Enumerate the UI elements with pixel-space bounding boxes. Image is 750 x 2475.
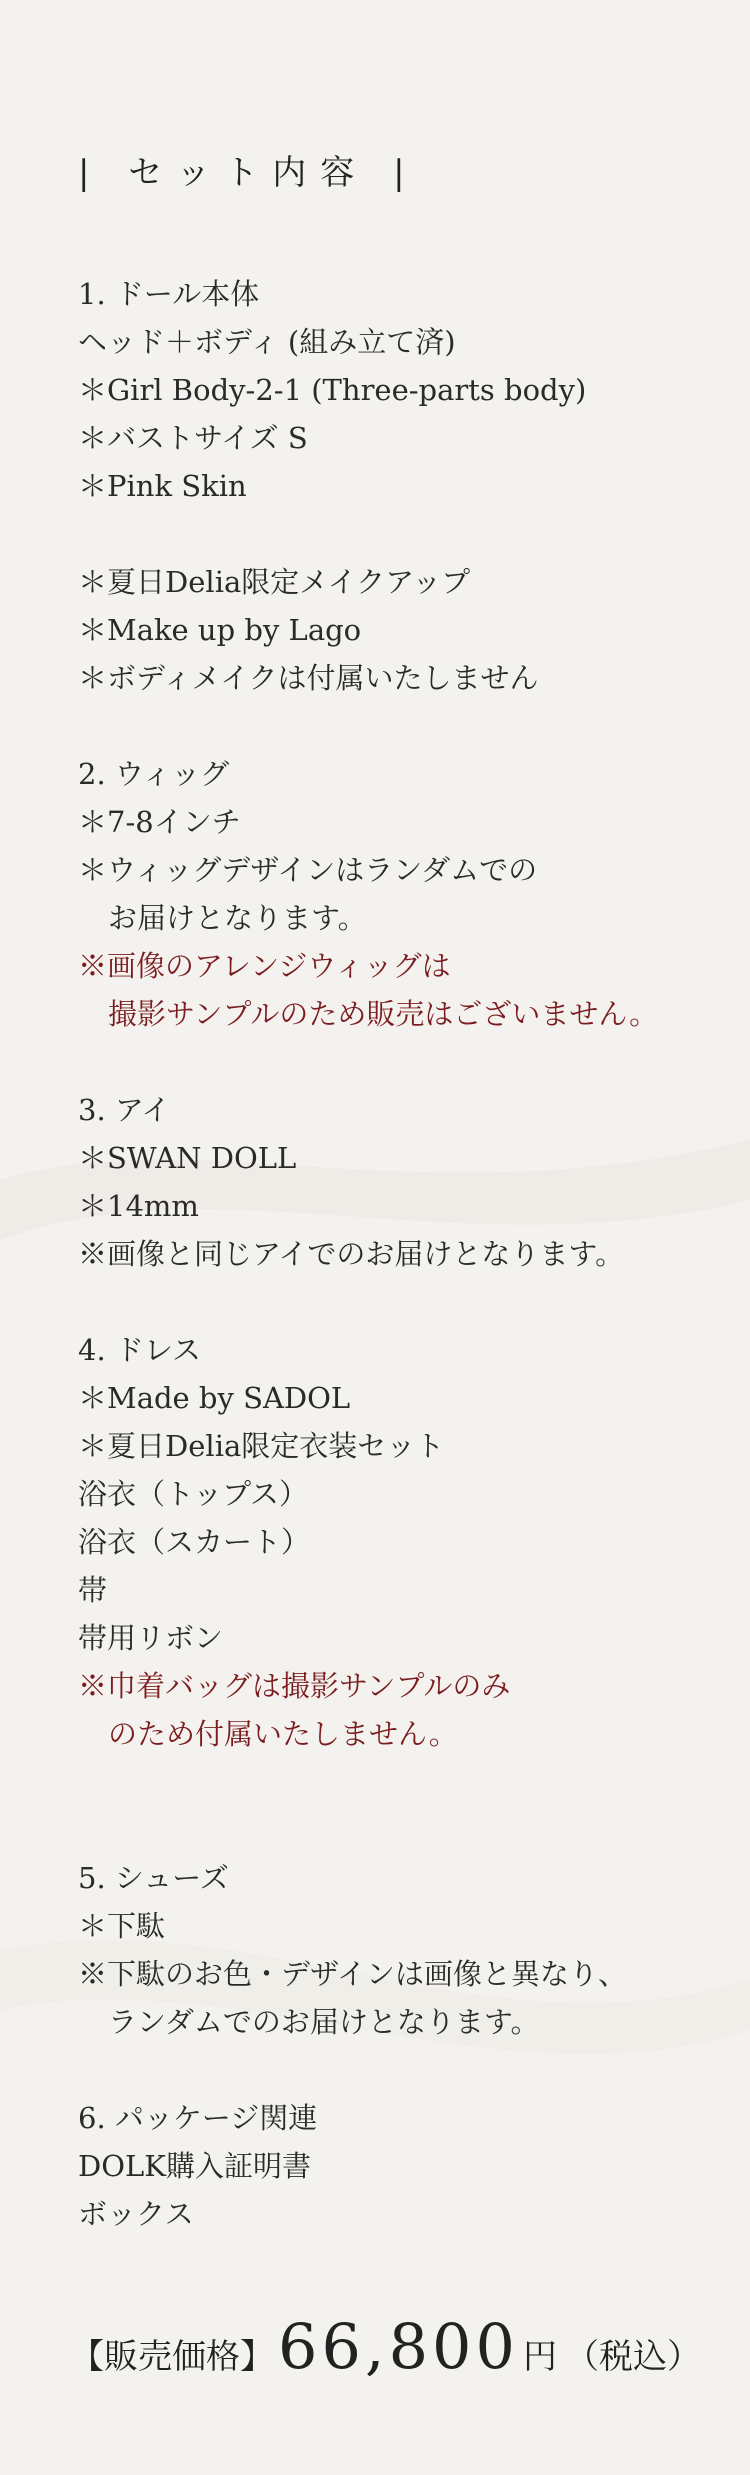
eyes-heading: 3. アイ: [78, 1093, 171, 1127]
package-heading: 6. パッケージ関連: [78, 2101, 318, 2135]
note-text: ※巾着バッグは撮影サンプルのみ: [78, 1669, 511, 1703]
list-item: ランダムでのお届けとなります。: [108, 2005, 540, 2039]
list-item: ＊14mm: [78, 1189, 199, 1223]
list-item: お届けとなります。: [108, 901, 367, 935]
list-item: ＊Girl Body-2-1 (Three-parts body): [78, 373, 587, 407]
list-item: ＊Made by SADOL: [78, 1381, 351, 1415]
doll-body-heading: 1. ドール本体: [78, 277, 260, 311]
list-item: ヘッド＋ボディ (組み立て済): [78, 325, 456, 359]
list-item: ＊7-8インチ: [78, 805, 241, 839]
list-item: 浴衣（トップス）: [78, 1477, 308, 1511]
list-item: ＊夏日Delia限定衣装セット: [78, 1429, 445, 1463]
set-contents: [78, 270, 718, 2238]
section-title: | セット内容 |: [78, 153, 419, 193]
dress-heading: 4. ドレス: [78, 1333, 202, 1367]
price-display: [70, 2310, 701, 2383]
list-item: ＊Pink Skin: [78, 469, 247, 503]
list-item: ＊夏日Delia限定メイクアップ: [78, 565, 471, 599]
shoes-heading: 5. シューズ: [78, 1861, 229, 1895]
price-label: 【販売価格】: [70, 2337, 274, 2377]
list-item: 帯: [78, 1573, 108, 1607]
list-item: ※画像と同じアイでのお届けとなります。: [78, 1237, 625, 1271]
price-tax: （税込）: [564, 2337, 701, 2377]
list-item: ボックス: [78, 2197, 194, 2231]
price-unit: 円: [522, 2337, 557, 2377]
list-item: 浴衣（スカート）: [78, 1525, 311, 1559]
note-text: のため付属いたしません。: [108, 1717, 458, 1751]
list-item: DOLK購入証明書: [78, 2149, 311, 2183]
list-item: ＊SWAN DOLL: [78, 1141, 297, 1175]
list-item: ＊バストサイズ S: [78, 421, 308, 455]
price-amount: 66,800: [278, 2310, 519, 2383]
list-item: ＊下駄: [78, 1909, 166, 1943]
note-text: ※画像のアレンジウィッグは: [78, 949, 451, 983]
list-item: 帯用リボン: [78, 1621, 224, 1655]
list-item: ＊ウィッグデザインはランダムでの: [78, 853, 538, 887]
wig-heading: 2. ウィッグ: [78, 757, 230, 791]
note-text: 撮影サンプルのため販売はございません。: [108, 997, 659, 1031]
list-item: ＊Make up by Lago: [78, 613, 362, 647]
list-item: ※下駄のお色・デザインは画像と異なり、: [78, 1957, 627, 1991]
list-item: ＊ボディメイクは付属いたしません: [78, 661, 539, 695]
